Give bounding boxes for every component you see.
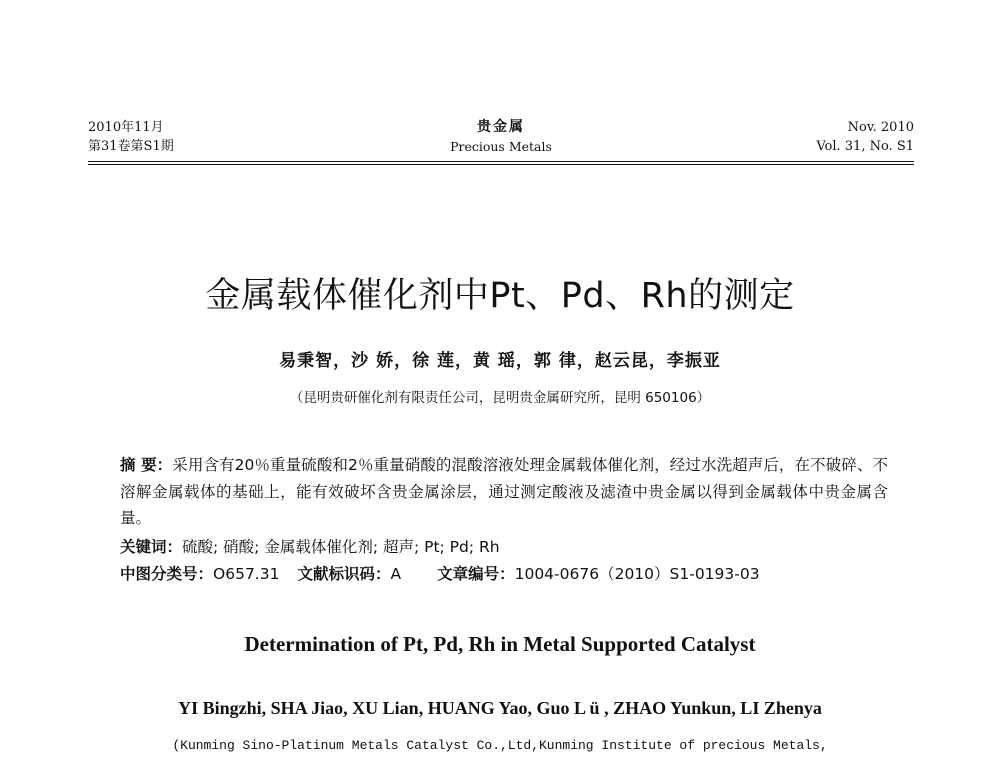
- paper-title-en: Determination of Pt, Pd, Rh in Metal Supported Catalyst: [244, 632, 756, 656]
- keywords-text: 硫酸; 硝酸; 金属载体催化剂; 超声; Pt; Pd; Rh: [182, 538, 500, 556]
- abstract-text: 采用含有20％重量硫酸和2％重量硝酸的混酸溶液处理金属载体催化剂，经过水洗超声后，在不破碎、不溶解金属载体的基础上，能有效破坏含贵金属涂层，通过测定酸液及滤渣中贵金属以得到金属载体中贵金属含量。: [120, 456, 888, 527]
- keywords-label: 关键词：: [120, 538, 183, 556]
- doc-code-value: A: [390, 565, 402, 583]
- keywords-cn: [120, 535, 888, 559]
- paper-title-cn: 金属载体催化剂中Pt、Pd、Rh的测定: [205, 276, 795, 316]
- authors-en: YI Bingzhi, SHA Jiao, XU Lian, HUANG Yao, Guo L ü , ZHAO Yunkun, LI Zhenya: [178, 698, 822, 718]
- header-volume-en: Vol. 31, No. S1: [816, 139, 914, 154]
- clc-value: O657.31: [213, 565, 280, 583]
- journal-name-cn: 贵金属: [477, 119, 525, 135]
- affiliation-cn: （昆明贵研催化剂有限责任公司，昆明贵金属研究所，昆明 650106）: [289, 390, 711, 406]
- classification-line: [120, 562, 900, 586]
- article-no-value: 1004-0676（2010）S1-0193-03: [514, 565, 760, 583]
- header-rule-thin: [88, 164, 914, 165]
- journal-name-en: Precious Metals: [450, 139, 552, 154]
- header-date-cn: 2010年11月: [88, 120, 164, 135]
- clc-label: 中图分类号：: [120, 565, 214, 583]
- running-header: [88, 118, 914, 162]
- abstract-label: 摘 要：: [120, 456, 173, 474]
- header-volume-cn: 第31卷第S1期: [88, 139, 174, 154]
- header-journal: [88, 118, 914, 156]
- authors-cn: 易秉智，沙 娇，徐 莲，黄 瑶，郭 律，赵云昆，李振亚: [279, 351, 721, 371]
- header-date-en: Nov. 2010: [847, 120, 914, 135]
- header-rule: [88, 161, 914, 162]
- header-right: [816, 118, 914, 156]
- abstract-cn: [120, 452, 888, 532]
- affiliation-en: (Kunming Sino-Platinum Metals Catalyst Co.,Ltd,Kunming Institute of precious Metals,: [172, 738, 828, 753]
- article-no-label: 文章编号：: [437, 565, 515, 583]
- doc-code-label: 文献标识码：: [297, 565, 391, 583]
